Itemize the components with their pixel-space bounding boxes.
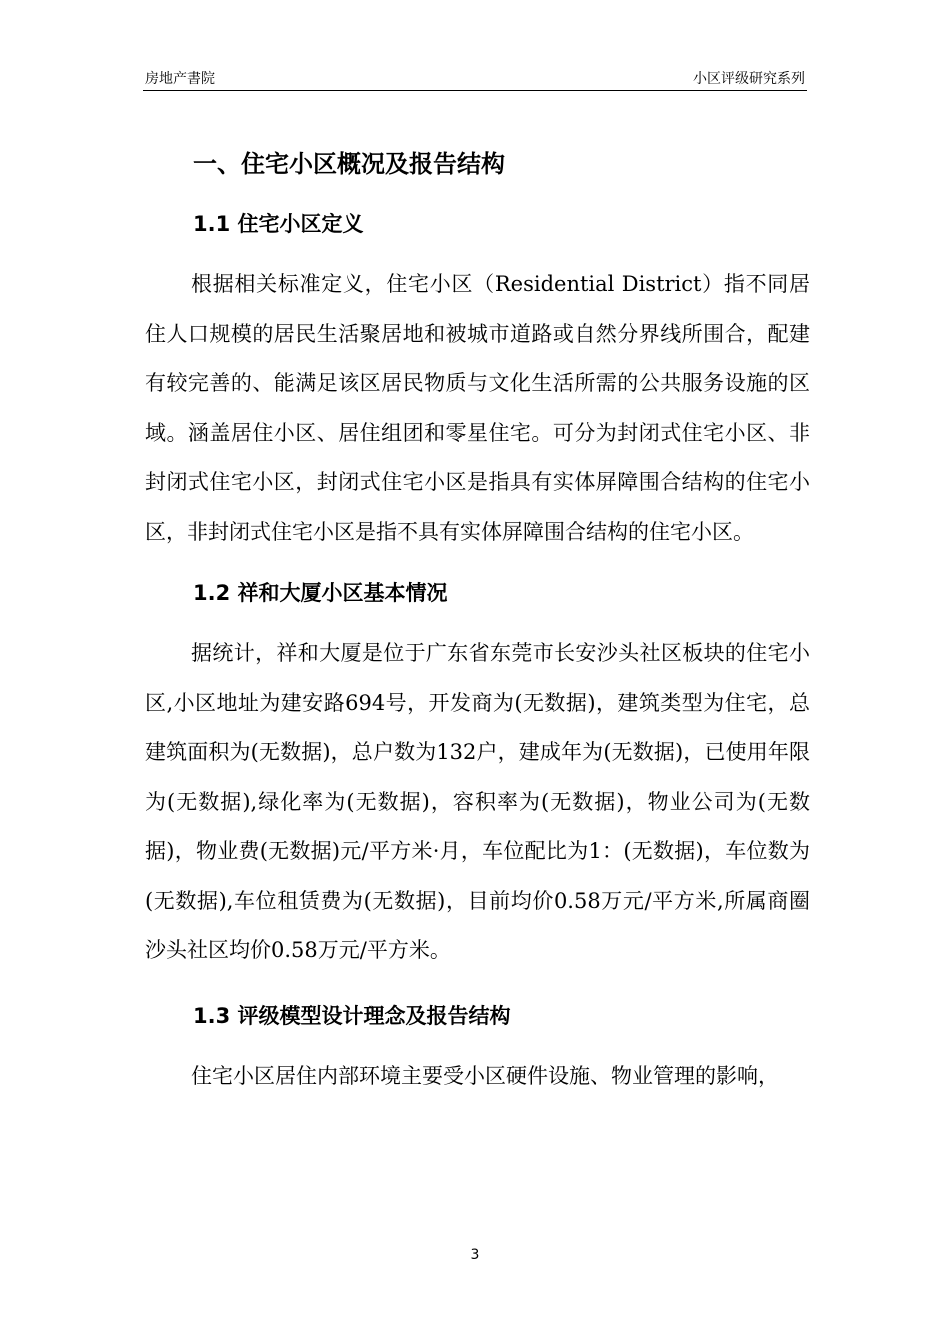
section-1-1-title: 1.1 住宅小区定义 — [193, 212, 364, 236]
section-1-1-paragraph: 根据相关标准定义，住宅小区（Residential District）指不同居住人口规模的居民生活聚居地和被城市道路或自然分界线所围合，配建有较完善的、能满足该区居民物质与文化生活所需的公共服务设施的区域。涵盖居住小区、居住组团和零星住宅。可分为封闭式住宅小区、非封闭式住宅小区，封闭式住宅小区是指具有实体屏障围合结构的住宅小区，非封闭式住宅小区是指不具有实体屏障围合结构的住宅小区。 — [145, 272, 810, 544]
section-1-2-paragraph: 据统计，祥和大厦是位于广东省东莞市长安沙头社区板块的住宅小区,小区地址为建安路694号，开发商为(无数据)，建筑类型为住宅，总建筑面积为(无数据)，总户数为132户，建成年为(无数据)，已使用年限为(无数据),绿化率为(无数据)，容积率为(无数据)，物业公司为(无数据)，物业费(无数据)元/平方米·月，车位配比为1：(无数据)，车位数为(无数据),车位租赁费为(无数据)，目前均价0.58万元/平方米,所属商圈沙头社区均价0.58万元/平方米。 — [145, 641, 810, 962]
document-body — [145, 140, 810, 1101]
section-1-3-title: 1.3 评级模型设计理念及报告结构 — [193, 1003, 511, 1028]
chapter-title: 一、住宅小区概况及报告结构 — [193, 150, 505, 178]
header-right-text: 小区评级研究系列 — [693, 71, 805, 87]
section-1-3-paragraph: 住宅小区居住内部环境主要受小区硬件设施、物业管理的影响， — [191, 1063, 779, 1088]
page-header — [143, 66, 807, 91]
page-number: 3 — [470, 1247, 480, 1263]
section-1-2-title: 1.2 祥和大厦小区基本情况 — [193, 581, 448, 605]
header-left-text: 房地产書院 — [145, 71, 215, 87]
